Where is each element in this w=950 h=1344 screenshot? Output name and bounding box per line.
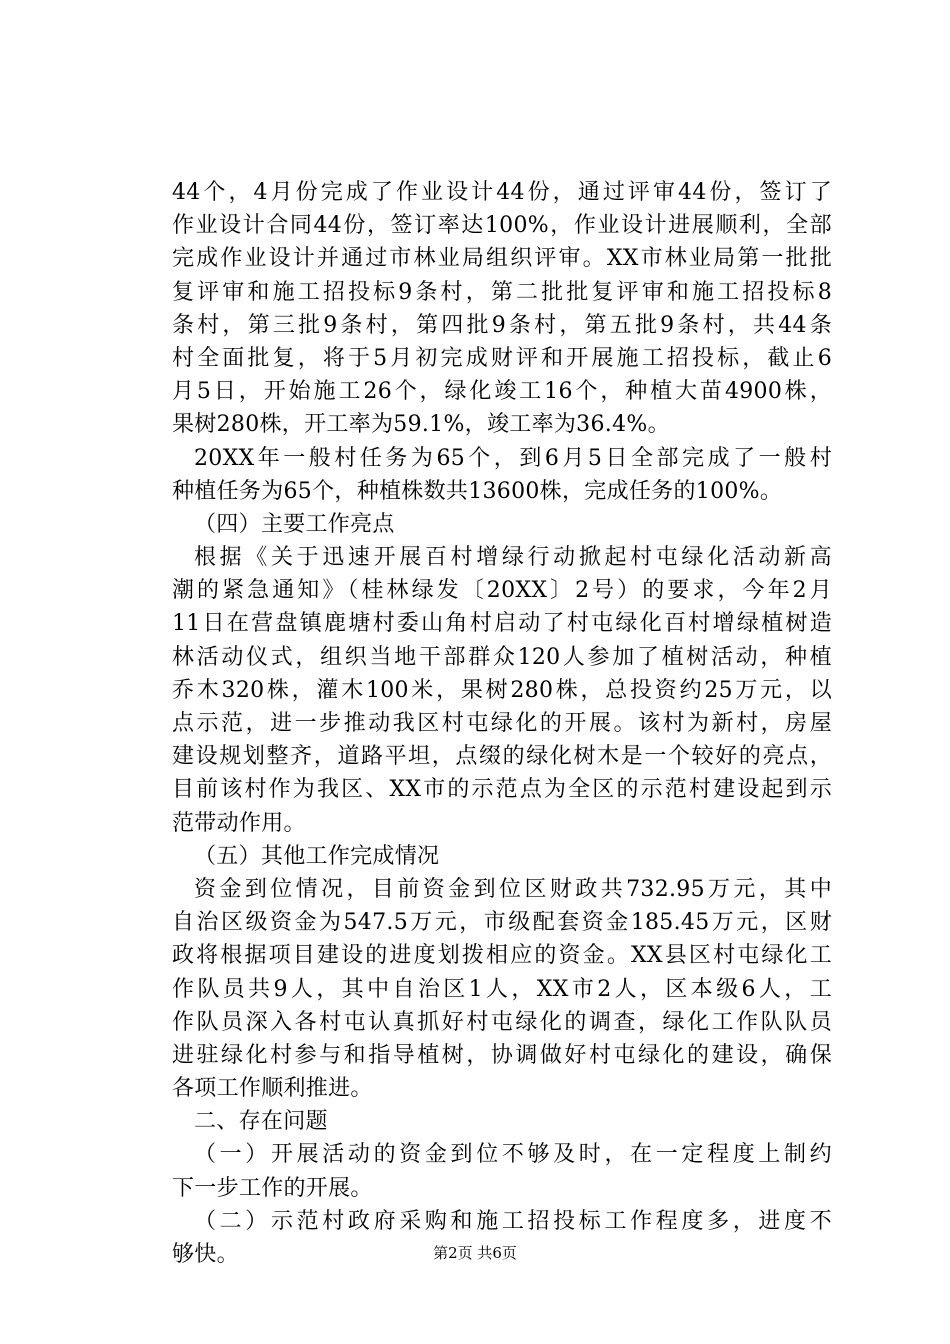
text-line: 自治区级资金为547.5万元，市级配套资金185.45万元，区财 (172, 910, 832, 936)
text-line: 根据《关于迅速开展百村增绿行动掀起村屯绿化活动新高 (194, 545, 832, 571)
text-line: 11日在营盘镇鹿塘村委山角村启动了村屯绿化百村增绿植树造 (172, 611, 832, 637)
text-line: 够快。 (172, 1242, 239, 1267)
text-line: 各项工作顺利推进。 (172, 1076, 373, 1102)
text-line: 点示范，进一步推动我区村屯绿化的开展。该村为新村，房屋 (172, 711, 832, 736)
text-line: 下一步工作的开展。 (172, 1175, 373, 1201)
text-line: 种植任务为65个，种植株数共13600株，完成任务的100%。 (172, 478, 783, 504)
text-line: （二）示范村政府采购和施工招投标工作程度多，进度不 (194, 1208, 832, 1234)
text-line: 林活动仪式，组织当地干部群众120人参加了植树活动，种植 (172, 644, 832, 670)
text-line: 44个，4月份完成了作业设计44份，通过评审44份，签订了 (172, 180, 832, 205)
document-body (172, 176, 832, 1271)
text-line: 潮的紧急通知》（桂林绿发〔20XX〕2号）的要求，今年2月 (172, 578, 832, 604)
text-line: （四）主要工作亮点 (194, 511, 395, 537)
page-footer: 第2页 共6页 (433, 1244, 517, 1262)
text-line: （一）开展活动的资金到位不够及时，在一定程度上制约 (194, 1142, 832, 1168)
text-line: 二、存在问题 (194, 1109, 328, 1135)
text-line: 建设规划整齐，道路平坦，点缀的绿化树木是一个较好的亮点， (172, 744, 832, 770)
text-line: 月5日，开始施工26个，绿化竣工16个，种植大苗4900株， (172, 379, 832, 405)
text-line: 进驻绿化村参与和指导植树，协调做好村屯绿化的建设，确保 (172, 1042, 832, 1068)
text-line: 村全面批复，将于5月初完成财评和开展施工招投标，截止6 (172, 345, 832, 371)
text-line: 政将根据项目建设的进度划拨相应的资金。XX县区村屯绿化工 (172, 943, 832, 969)
text-line: 作队员深入各村屯认真抓好村屯绿化的调查，绿化工作队队员 (172, 1009, 832, 1035)
text-line: 乔木320株，灌木100米，果树280株，总投资约25万元，以 (172, 677, 832, 703)
text-line: 20XX年一般村任务为65个，到6月5日全部完成了一般村 (194, 445, 832, 471)
text-line: 完成作业设计并通过市林业局组织评审。XX市林业局第一批批 (172, 246, 832, 272)
text-line: （五）其他工作完成情况 (194, 843, 440, 869)
text-line: 目前该村作为我区、XX市的示范点为全区的示范村建设起到示 (172, 777, 832, 803)
text-line: 作队员共9人，其中自治区1人，XX市2人，区本级6人，工 (172, 976, 832, 1002)
text-line: 作业设计合同44份，签订率达100%，作业设计进展顺利，全部 (172, 213, 832, 239)
text-line: 条村，第三批9条村，第四批9条村，第五批9条村，共44条 (172, 312, 832, 338)
text-line: 果树280株，开工率为59.1%，竣工率为36.4%。 (172, 412, 670, 438)
text-line: 复评审和施工招投标9条村，第二批批复评审和施工招投标8 (172, 279, 832, 305)
text-line: 范带动作用。 (172, 810, 306, 836)
text-line: 资金到位情况，目前资金到位区财政共732.95万元，其中 (194, 876, 832, 902)
